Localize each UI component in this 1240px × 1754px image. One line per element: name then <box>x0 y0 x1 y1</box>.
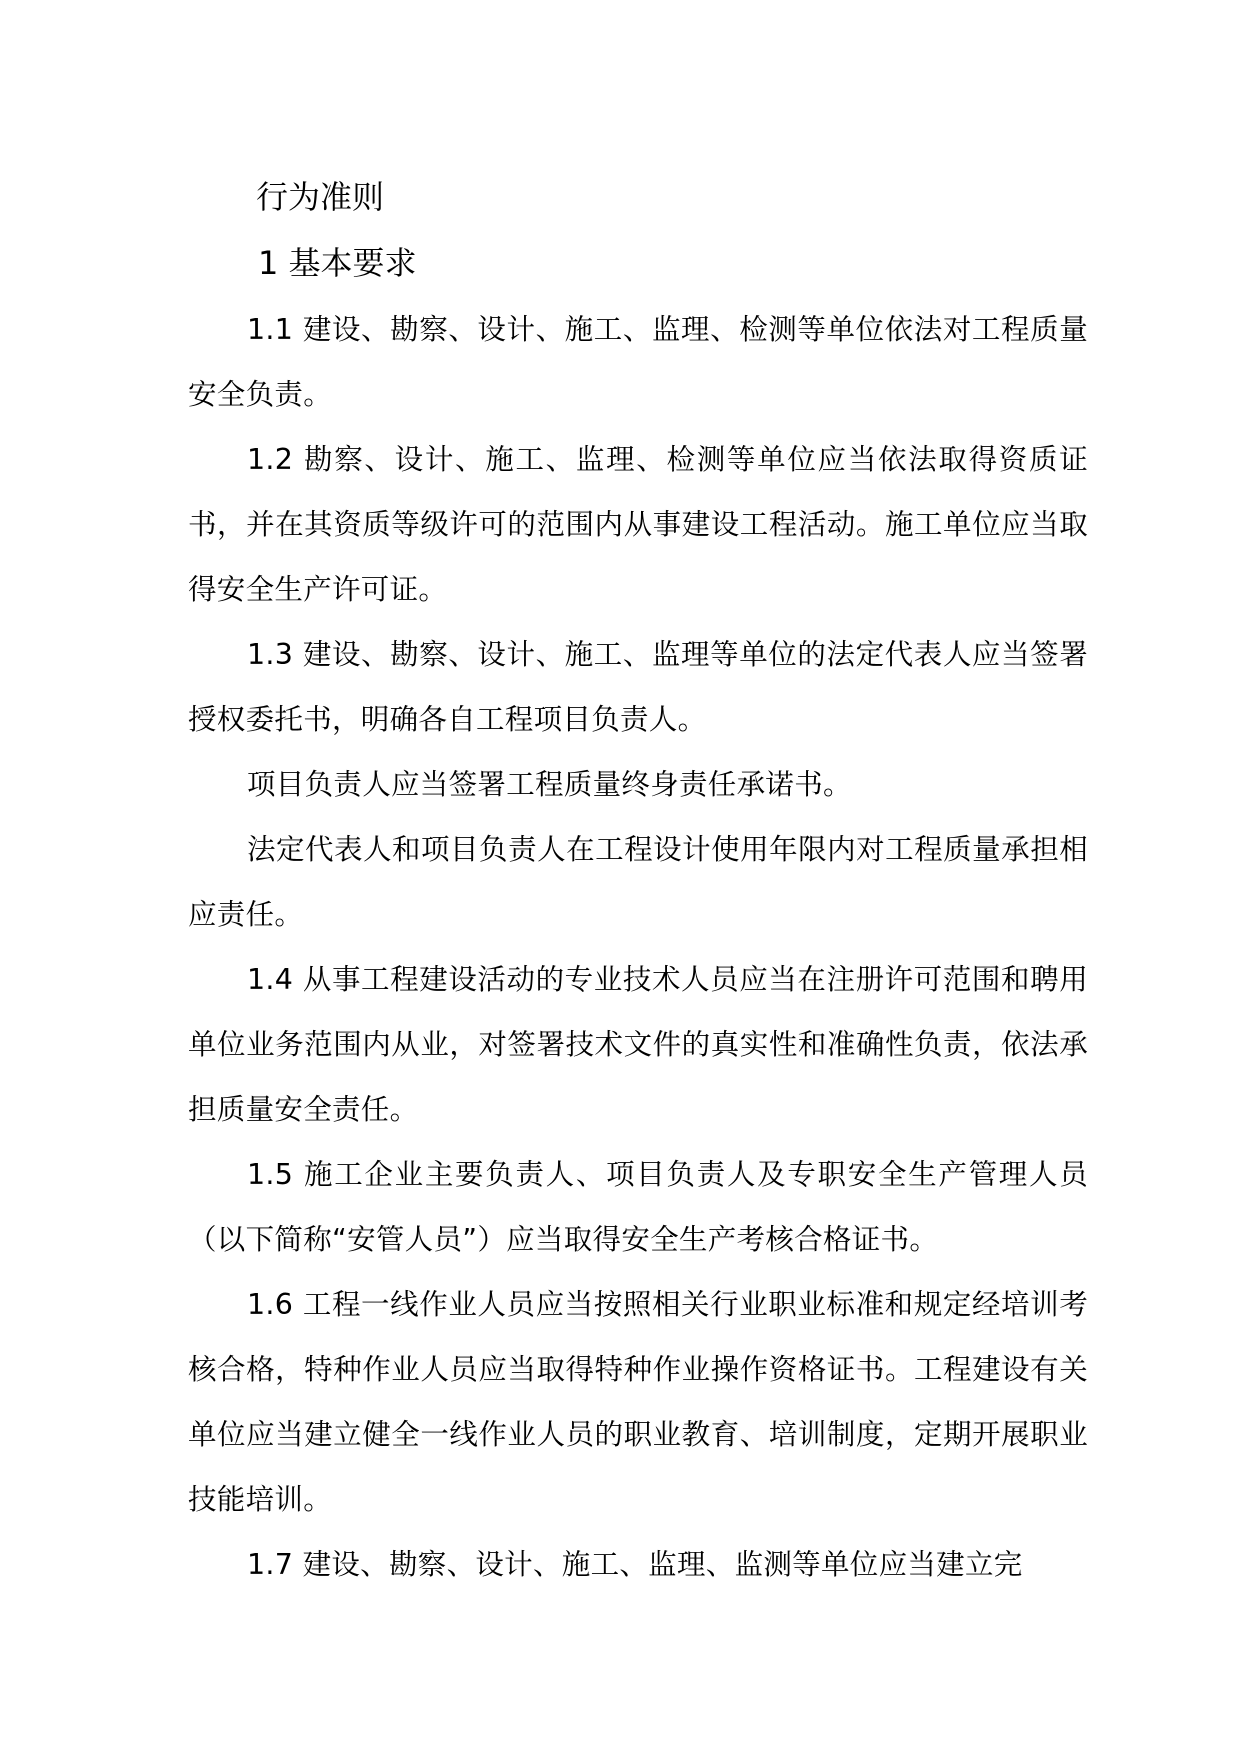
paragraph-1-6: 1.6 工程一线作业人员应当按照相关行业职业标准和规定经培训考核合格，特种作业人员应当取得特种作业操作资格证书。工程建设有关单位应当建立健全一线作业人员的职业教育、培训制度，定期开展职业技能培训。 <box>188 1288 1088 1516</box>
paragraph-legal-rep-responsibility: 法定代表人和项目负责人在工程设计使用年限内对工程质量承担相应责任。 <box>188 833 1088 931</box>
paragraph-1-2: 1.2 勘察、设计、施工、监理、检测等单位应当依法取得资质证书，并在其资质等级许可的范围内从事建设工程活动。施工单位应当取得安全生产许可证。 <box>188 443 1088 606</box>
paragraph-1-7: 1.7 建设、勘察、设计、施工、监理、监测等单位应当建立完 <box>247 1548 1023 1581</box>
paragraph-1-3: 1.3 建设、勘察、设计、施工、监理等单位的法定代表人应当签署授权委托书，明确各自工程项目负责人。 <box>188 638 1088 736</box>
paragraph-1-4: 1.4 从事工程建设活动的专业技术人员应当在注册许可范围和聘用单位业务范围内从业，对签署技术文件的真实性和准确性负责，依法承担质量安全责任。 <box>188 963 1088 1126</box>
section-heading: 1 基本要求 <box>258 244 417 282</box>
document-body <box>188 165 1088 1597</box>
paragraph-1-5: 1.5 施工企业主要负责人、项目负责人及专职安全生产管理人员（以下简称“安管人员”）应当取得安全生产考核合格证书。 <box>188 1158 1088 1256</box>
paragraph-1-1: 1.1 建设、勘察、设计、施工、监理、检测等单位依法对工程质量安全负责。 <box>188 313 1088 411</box>
paragraph-project-lead-pledge: 项目负责人应当签署工程质量终身责任承诺书。 <box>247 768 852 801</box>
document-title: 行为准则 <box>256 178 385 216</box>
